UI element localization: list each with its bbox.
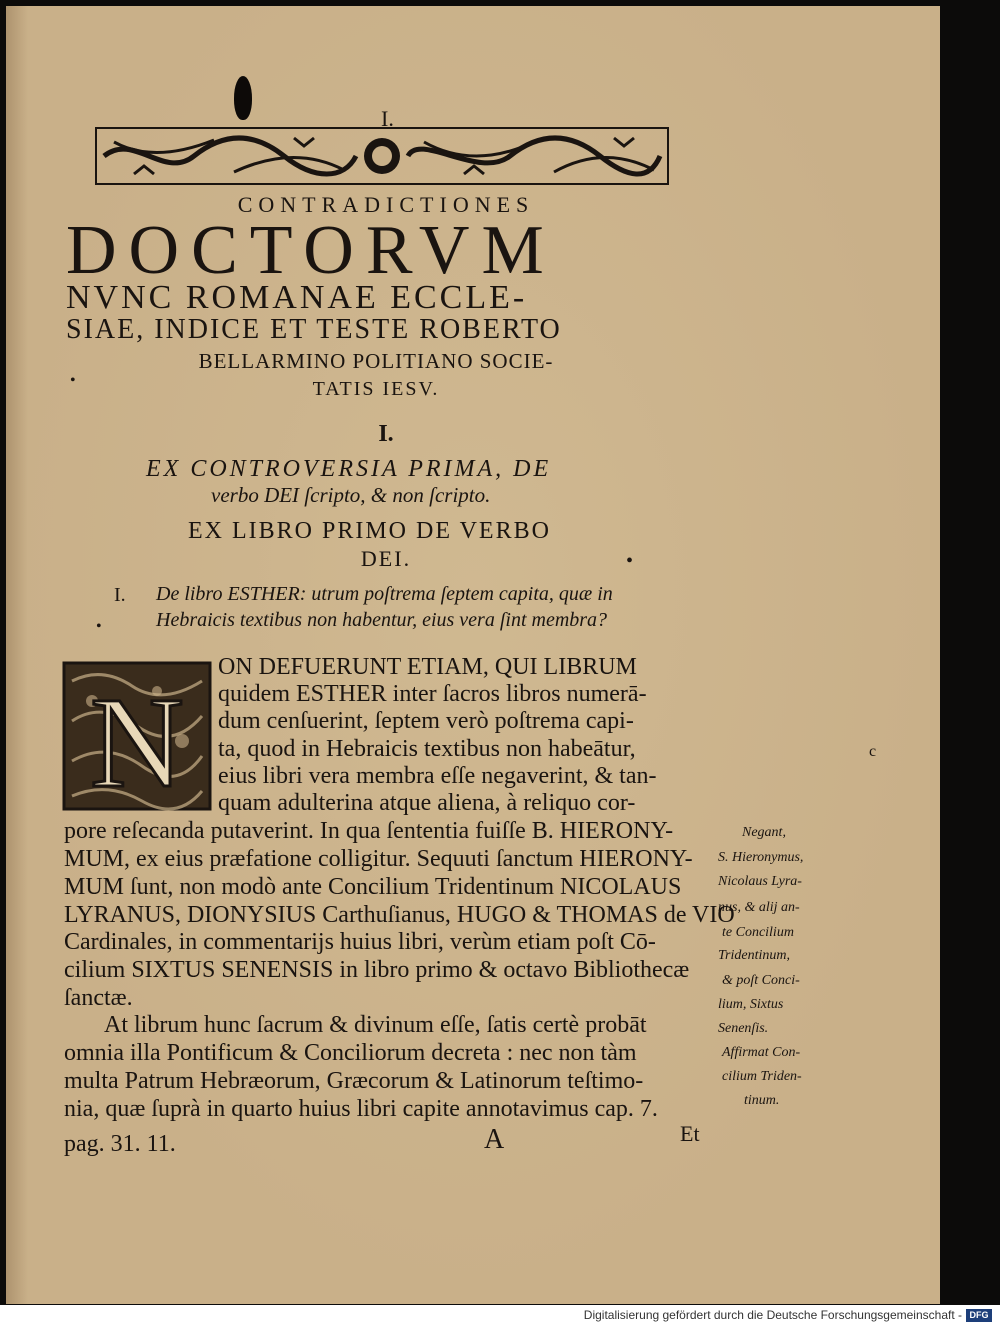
footer-credit: Digitalisierung gefördert durch die Deutsche Forschungsgemeinschaft - — [583, 1308, 962, 1322]
question-number: I. — [114, 584, 126, 606]
margin-note: lium, Sixtus — [718, 997, 784, 1012]
margin-note: tinum. — [744, 1093, 780, 1108]
body-line: cilium SIXTUS SENENSIS in libro primo & octavo Bibliothecæ — [64, 957, 690, 983]
body-line: omnia illa Pontificum & Conciliorum decreta : nec non tàm — [64, 1040, 637, 1066]
body-line: Cardinales, in commentarijs huius libri, verùm etiam poſt Cō- — [64, 929, 656, 955]
margin-note: cilium Triden- — [722, 1069, 802, 1084]
margin-note: nus, & alij an- — [718, 900, 800, 915]
title-line-2: DOCTORVM — [66, 212, 556, 289]
body-line: dum cenſuerint, ſeptem verò poſtrema capi- — [218, 708, 634, 734]
body-line: At librum hunc ſacrum & divinum eſſe, ſatis certè probāt — [104, 1012, 647, 1038]
catchword: Et — [680, 1121, 700, 1146]
margin-note: Negant, — [742, 825, 786, 840]
margin-note: Affirmat Con- — [722, 1045, 801, 1060]
margin-note: & poſt Conci- — [722, 973, 800, 988]
page-number: I. — [381, 106, 394, 131]
body-line: multa Patrum Hebræorum, Græcorum & Latinorum teſtimo- — [64, 1068, 644, 1094]
title-line-6: TATIS IESV. — [312, 378, 440, 400]
body-line: ta, quod in Hebraicis textibus non habeātur, — [218, 736, 636, 762]
body-line: LYRANUS, DIONYSIUS Carthuſianus, HUGO & THOMAS de VIO — [64, 902, 735, 928]
body-line: quidem ESTHER inter ſacros libros numerā- — [218, 681, 647, 707]
body-line: ON DEFUERUNT ETIAM, QUI LIBRUM — [218, 654, 637, 680]
dropcap-initial — [62, 661, 212, 811]
body-line: MUM, ex eius præfatione colligitur. Sequuti ſanctum HIERONY- — [64, 846, 693, 872]
controversia-heading-2: verbo DEI ſcripto, & non ſcripto. — [211, 483, 491, 507]
title-line-1: CONTRADICTIONES — [237, 192, 535, 217]
stray-dot: • — [96, 618, 102, 635]
liber-heading-1: EX LIBRO PRIMO DE VERBO — [188, 518, 551, 544]
margin-note: Senenſis. — [718, 1021, 769, 1036]
signature-mark: A — [484, 1124, 505, 1155]
document-page — [6, 6, 941, 1304]
title-line-4: SIAE, INDICE ET TESTE ROBERTO — [66, 314, 562, 345]
margin-note: Tridentinum, — [718, 948, 790, 963]
body-line: nia, quæ ſuprà in quarto huius libri capite annotavimus cap. 7. — [64, 1096, 658, 1122]
stray-dot: • — [70, 372, 76, 389]
body-line: ſanctæ. — [64, 985, 133, 1011]
controversia-heading-1: EX CONTROVERSIA PRIMA, DE — [146, 456, 552, 482]
footer-bar — [0, 1305, 1000, 1326]
question-line-1: De libro ESTHER: utrum poſtrema ſeptem capita, quæ in — [156, 583, 613, 605]
body-line: pore reſecanda putaverint. In qua ſententia fuiſſe B. HIERONY- — [64, 818, 674, 844]
body-line: MUM ſunt, non modò ante Concilium Tridentinum NICOLAUS — [64, 874, 682, 900]
ink-blot — [234, 76, 252, 120]
scan-border — [940, 0, 1000, 1305]
margin-note: te Concilium — [722, 925, 794, 940]
body-line: eius libri vera membra eſſe negaverint, & tan- — [218, 763, 657, 789]
dropcap-letter: N — [90, 671, 184, 811]
stray-mark: c — [869, 743, 877, 760]
section-number: I. — [378, 421, 394, 447]
head-ornament-icon — [94, 124, 670, 188]
body-line: quam adulterina atque aliena, à reliquo cor- — [218, 790, 636, 816]
margin-note: S. Hieronymus, — [718, 850, 804, 865]
stray-dot: • — [626, 550, 634, 572]
body-line: pag. 31. 11. — [64, 1131, 176, 1157]
margin-note: Nicolaus Lyra- — [718, 874, 802, 889]
title-line-5: BELLARMINO POLITIANO SOCIE- — [198, 349, 554, 373]
question-line-2: Hebraicis textibus non habentur, eius vera ſint membra? — [156, 609, 608, 631]
liber-heading-2: DEI. — [360, 546, 412, 571]
dfg-logo-icon: DFG — [966, 1309, 992, 1322]
title-line-3: NVNC ROMANAE ECCLE- — [66, 279, 528, 316]
